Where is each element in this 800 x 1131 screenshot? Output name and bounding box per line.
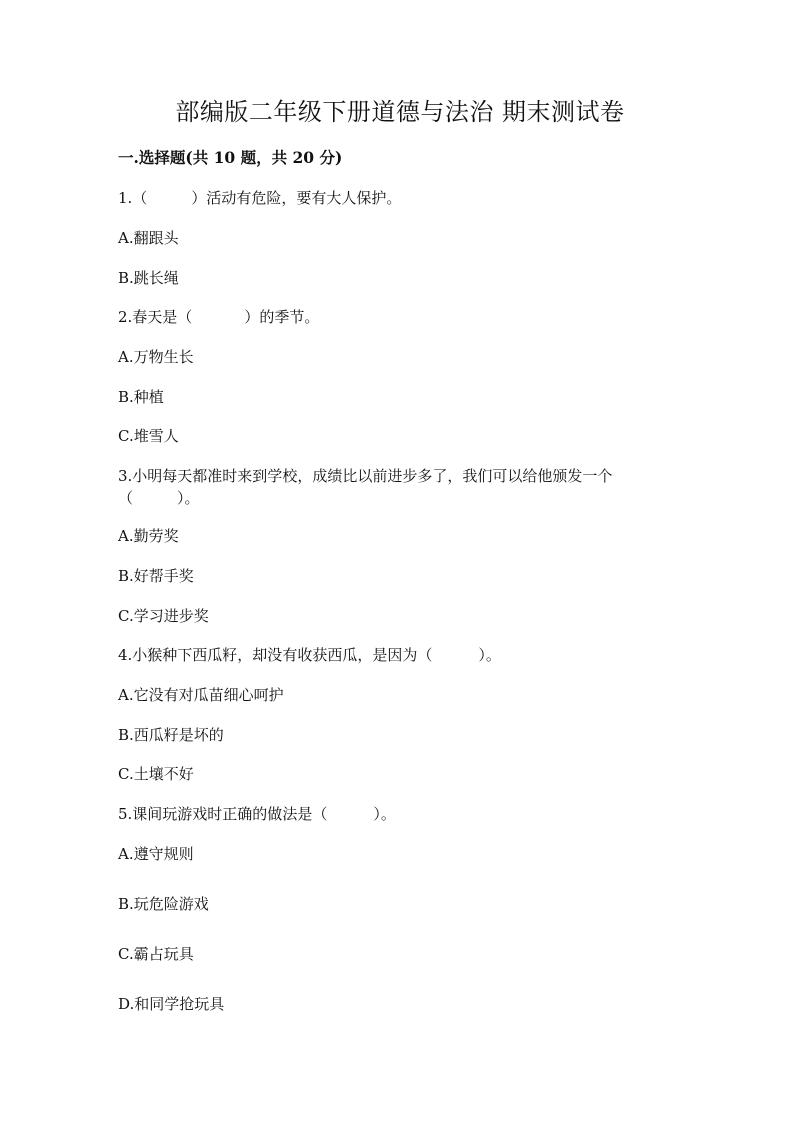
- question-1-stem: [118, 186, 401, 210]
- question-stem-end: ）。: [373, 805, 396, 823]
- question-2-stem: [118, 305, 319, 329]
- question-4-stem: [118, 643, 501, 667]
- question-2-option-c: C.堆雪人: [118, 427, 179, 445]
- question-3-option-b: B.好帮手奖: [118, 567, 194, 585]
- question-5-option-d: D.和同学抢玩具: [118, 995, 225, 1013]
- question-5-option-c: C.霸占玩具: [118, 945, 194, 963]
- question-3-option-c: C.学习进步奖: [118, 607, 209, 625]
- question-4-option-b: B.西瓜籽是坏的: [118, 726, 224, 744]
- question-3-option-a: A.勤劳奖: [118, 527, 179, 545]
- question-1-option-a: A.翻跟头: [118, 229, 179, 247]
- question-5-option-a: A.遵守规则: [118, 845, 194, 863]
- question-stem-end: ）的季节。: [244, 308, 320, 326]
- question-stem-start: 4.小猴种下西瓜籽，却没有收获西瓜，是因为（: [118, 646, 433, 664]
- question-4-option-a: A.它没有对瓜苗细心呵护: [118, 686, 284, 704]
- question-stem-start: （: [118, 489, 134, 507]
- section-heading: 一.选择题(共 10 题，共 20 分): [118, 148, 343, 167]
- question-stem-start: 5.课间玩游戏时正确的做法是（: [118, 805, 328, 823]
- question-stem-end: ）。: [478, 646, 501, 664]
- question-5-stem: [118, 802, 396, 826]
- question-5-option-b: B.玩危险游戏: [118, 895, 209, 913]
- page-title: 部编版二年级下册道德与法治 期末测试卷: [175, 98, 625, 126]
- question-stem-end: ）。: [177, 489, 200, 507]
- question-3-stem-line-1: 3.小明每天都准时来到学校，成绩比以前进步多了，我们可以给他颁发一个: [118, 467, 613, 485]
- question-1-option-b: B.跳长绳: [118, 269, 179, 287]
- question-stem-start: 1.（: [118, 189, 148, 207]
- question-4-option-c: C.土壤不好: [118, 765, 194, 783]
- question-stem-end: ）活动有危险，要有大人保护。: [191, 189, 402, 207]
- question-2-option-a: A.万物生长: [118, 348, 194, 366]
- question-3-stem-line-2: [118, 486, 200, 510]
- question-2-option-b: B.种植: [118, 388, 164, 406]
- question-stem-start: 2.春天是（: [118, 308, 193, 326]
